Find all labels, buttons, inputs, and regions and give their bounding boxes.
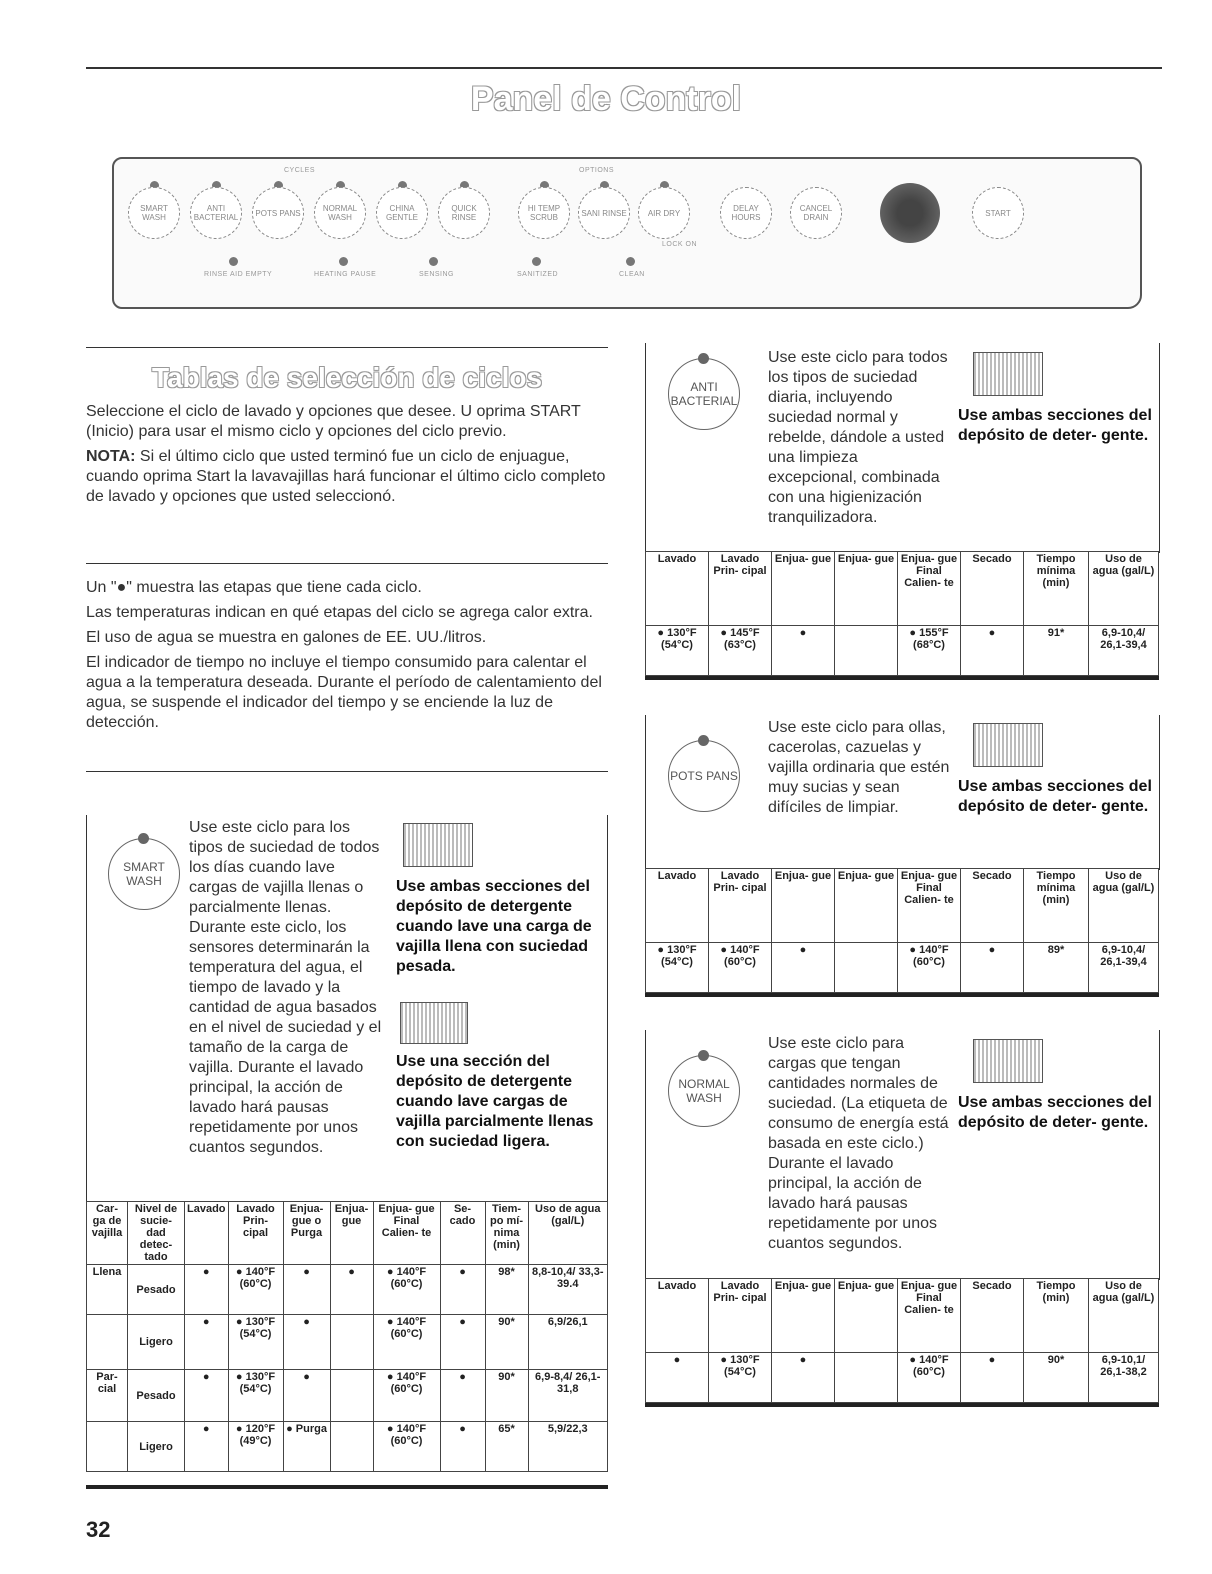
air-dry-button[interactable]: AIR DRY — [638, 187, 690, 239]
table-cell — [87, 1422, 128, 1472]
note-paragraph — [86, 447, 608, 507]
anti-bacterial-button[interactable]: ANTI BACTERIAL — [190, 187, 242, 239]
table-header: Uso de agua (gal/L) — [528, 1202, 607, 1265]
cancel-drain-button[interactable]: CANCEL DRAIN — [790, 187, 842, 239]
start-button[interactable]: START — [972, 187, 1024, 239]
options-label: OPTIONS — [579, 167, 615, 174]
table-header: Enjua- gue — [835, 1279, 898, 1353]
table-cell: Llena — [87, 1265, 128, 1315]
section-rule — [86, 347, 608, 348]
note-label: NOTA: — [86, 448, 136, 465]
table-cell: ● 130°F (54°C) — [228, 1315, 283, 1370]
led — [626, 257, 635, 266]
table-header: Uso de agua (gal/L) — [1089, 552, 1159, 626]
table-cell — [835, 1353, 898, 1403]
sani-rinse-button[interactable]: SANI RINSE — [578, 187, 630, 239]
table-header: Lavado — [646, 869, 709, 943]
anti-bacterial-detergent: Use ambas secciones del depósito de deter- gente. — [958, 407, 1152, 444]
anti-bacterial-icon: ANTI BACTERIAL — [668, 358, 740, 430]
smart-wash-icon: SMART WASH — [108, 838, 180, 910]
table-cell: 6,9-10,4/ 26,1-39,4 — [1089, 943, 1159, 993]
table-cell: Ligero — [128, 1315, 185, 1370]
table-cell: ● — [185, 1370, 229, 1422]
table-cell: ● — [440, 1422, 485, 1472]
normal-wash-button[interactable]: NORMAL WASH — [314, 187, 366, 239]
table-row — [646, 626, 1159, 676]
table-header: Enjua- gue — [772, 869, 835, 943]
table-cell: 90* — [1024, 1353, 1089, 1403]
quick-rinse-button[interactable]: QUICK RINSE — [438, 187, 490, 239]
legend-paragraph: Las temperaturas indican en qué etapas del ciclo se agrega calor extra. — [86, 604, 593, 621]
table-row — [646, 1353, 1159, 1403]
table-header-row — [646, 869, 1159, 943]
table-header: Enjua- gue o Purga — [283, 1202, 330, 1265]
table-header: Tiempo mínima (min) — [1024, 869, 1089, 943]
detergent-dispenser-icon — [400, 1002, 468, 1044]
table-header: Lavado Prin- cipal — [228, 1202, 283, 1265]
normal-wash-description: Use este ciclo para cargas que tengan cantidades normales de suciedad. (La etiqueta de consumo de energía está basada en este ciclo.) Durante el lavado principal, la acción de lavado hará pausas repetidamente por unos cuantos segundos. — [768, 1035, 949, 1252]
table-cell: 6,9/26,1 — [528, 1315, 607, 1370]
table-cell: 8,8-10,4/ 33,3-39.4 — [528, 1265, 607, 1315]
cycles-label: CYCLES — [284, 167, 316, 174]
table-row — [87, 1370, 608, 1422]
status-display-icon — [880, 183, 940, 243]
table-header-row — [646, 552, 1159, 626]
table-cell: ● — [185, 1315, 229, 1370]
section-rule — [86, 563, 608, 564]
table-cell: ● 140°F (60°C) — [373, 1422, 440, 1472]
detergent-dispenser-icon — [973, 352, 1043, 396]
smart-wash-button[interactable]: SMART WASH — [128, 187, 180, 239]
table-cell: Pesado — [128, 1265, 185, 1315]
table-cell: ● — [440, 1265, 485, 1315]
table-header: Enjua- gue — [772, 1279, 835, 1353]
note-text: Si el último ciclo que usted terminó fue un ciclo de enjuague, cuando oprima Start la lavavajillas hará funcionar el último ciclo completo de lavado y opciones que usted seleccionó. — [86, 448, 606, 505]
table-header: Se- cado — [440, 1202, 485, 1265]
legend-paragraph: El uso de agua se muestra en galones de EE. UU./litros. — [86, 629, 487, 646]
table-cell: ● — [961, 626, 1024, 676]
smart-wash-description: Use este ciclo para los tipos de suciedad de todos los días cuando lave cargas de vajilla llenas o parcialmente llenas. Durante este ciclo, los sensores determinarán la temperatura del agua, el tiempo de lavado y la cantidad de agua basados en el nivel de suciedad y el tamaño de la carga de vajilla. Durante el lavado principal, la acción de lavado hará pausas repetidamente por unos cuantos segundos. — [189, 819, 382, 1156]
table-bottom-rule — [645, 1403, 1159, 1407]
pots-pans-description: Use este ciclo para ollas, cacerolas, cazuelas y vajilla ordinaria que estén muy sucias y sean difíciles de limpiar. — [768, 719, 950, 816]
page-number: 32 — [86, 1517, 111, 1542]
table-bottom-rule — [645, 993, 1159, 997]
table-cell — [835, 626, 898, 676]
anti-bacterial-description: Use este ciclo para todos los tipos de suciedad diaria, incluyendo suciedad normal y rebelde, dándole a usted una limpieza excepcional, combinada con una higienización tranquilizadora. — [768, 349, 948, 526]
table-header: Enjua- gue Final Calien- te — [898, 1279, 961, 1353]
table-cell: ● 140°F (60°C) — [373, 1315, 440, 1370]
table-header: Nivel de sucie- dad detec- tado — [128, 1202, 185, 1265]
table-row — [87, 1265, 608, 1315]
table-cell: Par- cial — [87, 1370, 128, 1422]
table-cell: 5,9/22,3 — [528, 1422, 607, 1472]
indicator-label: SANITIZED — [517, 271, 559, 278]
table-cell: ● 140°F (60°C) — [373, 1265, 440, 1315]
anti-bacterial-table — [645, 551, 1159, 676]
table-cell — [87, 1315, 128, 1370]
table-header: Lavado — [646, 1279, 709, 1353]
table-header: Uso de agua (gal/L) — [1089, 1279, 1159, 1353]
table-cell: ● — [440, 1370, 485, 1422]
table-header: Car- ga de vajilla — [87, 1202, 128, 1265]
table-header: Tiempo (min) — [1024, 1279, 1089, 1353]
table-cell: ● — [283, 1315, 330, 1370]
normal-wash-icon: NORMAL WASH — [668, 1055, 740, 1127]
indicator-label: SENSING — [419, 271, 455, 278]
pots-pans-button[interactable]: POTS PANS — [252, 187, 304, 239]
table-cell: Pesado — [128, 1370, 185, 1422]
detergent-dispenser-icon — [973, 723, 1043, 767]
lock-on-label: LOCK ON — [662, 241, 698, 248]
table-cell: ● — [185, 1265, 229, 1315]
table-cell: ● 145°F (63°C) — [709, 626, 772, 676]
table-cell — [330, 1315, 373, 1370]
table-row — [87, 1422, 608, 1472]
legend-paragraph: Un "●" muestra las etapas que tiene cada ciclo. — [86, 579, 422, 596]
china-gentle-button[interactable]: CHINA GENTLE — [376, 187, 428, 239]
table-cell: ● 130°F (54°C) — [646, 626, 709, 676]
table-cell: 6,9-8,4/ 26,1-31,8 — [528, 1370, 607, 1422]
table-cell: ● — [440, 1315, 485, 1370]
table-header: Enjua- gue Final Calien- te — [898, 552, 961, 626]
table-bottom-rule — [86, 1485, 608, 1489]
indicator-label: CLEAN — [619, 271, 645, 278]
table-cell: Ligero — [128, 1422, 185, 1472]
table-header: Enjua- gue Final Calien- te — [373, 1202, 440, 1265]
top-rule — [86, 67, 1162, 69]
table-cell: ● 140°F (60°C) — [709, 943, 772, 993]
table-cell: ● 130°F (54°C) — [228, 1370, 283, 1422]
table-cell: ● — [772, 1353, 835, 1403]
table-cell: ● Purga — [283, 1422, 330, 1472]
legend-text — [86, 578, 608, 738]
table-cell: 91* — [1024, 626, 1089, 676]
table-cell: 98* — [485, 1265, 528, 1315]
control-panel — [112, 157, 1142, 309]
smart-wash-table — [86, 1201, 608, 1472]
table-header: Lavado Prin- cipal — [709, 1279, 772, 1353]
led — [339, 257, 348, 266]
table-row — [646, 943, 1159, 993]
table-cell: 90* — [485, 1315, 528, 1370]
normal-wash-table — [645, 1278, 1159, 1403]
page-title: Panel de Control — [470, 80, 742, 118]
smart-wash-detergent-partial: Use una sección del depósito de detergente cuando lave cargas de vajilla parcialmente llenas con suciedad ligera. — [396, 1053, 594, 1150]
table-cell: ● — [330, 1265, 373, 1315]
pots-pans-icon: POTS PANS — [668, 740, 740, 812]
table-header-row — [646, 1279, 1159, 1353]
table-cell: ● 130°F (54°C) — [646, 943, 709, 993]
indicator-label: HEATING PAUSE — [314, 271, 377, 278]
indicator-label: RINSE AID EMPTY — [204, 271, 273, 278]
table-cell: ● 130°F (54°C) — [709, 1353, 772, 1403]
table-cell: ● 140°F (60°C) — [898, 1353, 961, 1403]
table-cell: ● — [961, 1353, 1024, 1403]
section-title: Tablas de selección de ciclos — [151, 362, 543, 393]
table-cell: ● 140°F (60°C) — [898, 943, 961, 993]
table-header: Secado — [961, 869, 1024, 943]
table-cell: 65* — [485, 1422, 528, 1472]
detergent-dispenser-icon — [973, 1039, 1043, 1083]
table-header: Uso de agua (gal/L) — [1089, 869, 1159, 943]
table-cell: 90* — [485, 1370, 528, 1422]
table-cell: ● — [961, 943, 1024, 993]
table-header: Lavado — [646, 552, 709, 626]
table-cell: ● 140°F (60°C) — [228, 1265, 283, 1315]
table-row — [87, 1315, 608, 1370]
table-header: Lavado Prin- cipal — [709, 869, 772, 943]
table-cell — [330, 1422, 373, 1472]
table-cell: 89* — [1024, 943, 1089, 993]
intro-text — [86, 402, 608, 512]
table-cell — [330, 1370, 373, 1422]
table-cell: ● — [185, 1422, 229, 1472]
smart-wash-detergent-full: Use ambas secciones del depósito de detergente cuando lave una carga de vajilla llena con suciedad pesada. — [396, 878, 592, 975]
normal-wash-detergent: Use ambas secciones del depósito de deter- gente. — [958, 1094, 1152, 1131]
table-cell: ● 155°F (68°C) — [898, 626, 961, 676]
table-header: Tiempo mínima (min) — [1024, 552, 1089, 626]
section-rule — [86, 771, 608, 772]
legend-paragraph: El indicador de tiempo no incluye el tiempo consumido para calentar el agua a la temperatura deseada. Durante el período de calentamiento del agua, se suspende el indicador del tiempo y se enciende la luz de detección. — [86, 654, 602, 731]
detergent-dispenser-icon — [403, 823, 473, 867]
table-cell: ● — [283, 1265, 330, 1315]
pots-pans-table — [645, 868, 1159, 993]
table-cell — [835, 943, 898, 993]
table-header: Secado — [961, 552, 1024, 626]
table-header: Lavado Prin- cipal — [709, 552, 772, 626]
table-header: Lavado — [185, 1202, 229, 1265]
intro-paragraph: Seleccione el ciclo de lavado y opciones que desee. U oprima START (Inicio) para usar el mismo ciclo y opciones del ciclo previo. — [86, 403, 581, 440]
table-cell: ● — [772, 943, 835, 993]
table-header: Enjua- gue — [772, 552, 835, 626]
led — [532, 257, 541, 266]
table-cell: ● — [283, 1370, 330, 1422]
table-cell: ● 120°F (49°C) — [228, 1422, 283, 1472]
table-header-row — [87, 1202, 608, 1265]
table-header: Enjua- gue — [835, 552, 898, 626]
table-header: Secado — [961, 1279, 1024, 1353]
hi-temp-scrub-button[interactable]: HI TEMP SCRUB — [518, 187, 570, 239]
table-header: Enjua- gue Final Calien- te — [898, 869, 961, 943]
table-cell: 6,9-10,4/ 26,1-39,4 — [1089, 626, 1159, 676]
table-cell: ● — [646, 1353, 709, 1403]
table-header: Enjua- gue — [835, 869, 898, 943]
delay-hours-button[interactable]: DELAY HOURS — [720, 187, 772, 239]
led — [429, 257, 438, 266]
table-bottom-rule — [645, 676, 1159, 680]
table-cell: 6,9-10,1/ 26,1-38,2 — [1089, 1353, 1159, 1403]
table-header: Tiem- po mí- nima (min) — [485, 1202, 528, 1265]
table-header: Enjua- gue — [330, 1202, 373, 1265]
table-cell: ● — [772, 626, 835, 676]
pots-pans-detergent: Use ambas secciones del depósito de deter- gente. — [958, 778, 1152, 815]
led — [229, 257, 238, 266]
table-cell: ● 140°F (60°C) — [373, 1370, 440, 1422]
